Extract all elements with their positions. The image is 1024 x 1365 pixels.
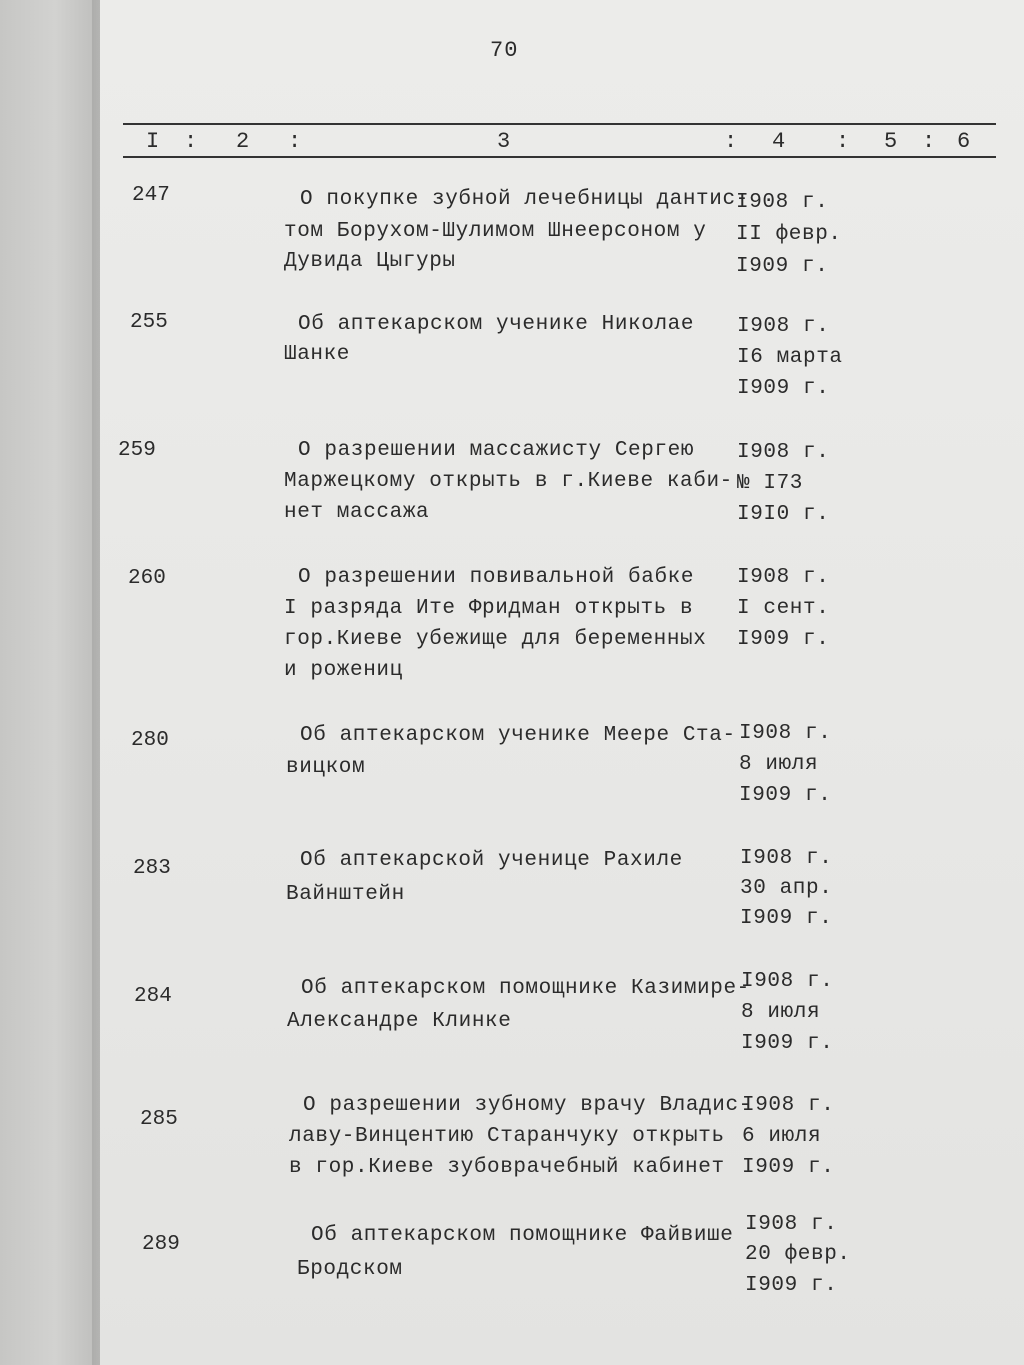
record-title-line: Об аптекарском помощнике Файвише	[311, 1224, 734, 1247]
record-date: I909 г.	[737, 377, 830, 400]
record-title-line: вицком	[286, 756, 366, 779]
record-title-line: Об аптекарском помощнике Казимире-	[301, 977, 750, 1000]
record-title-line: Об аптекарской ученице Рахиле	[300, 849, 683, 872]
record-number: 289	[142, 1233, 180, 1256]
record-date: I909 г.	[745, 1274, 838, 1297]
record-date: 20 февр.	[745, 1243, 851, 1266]
column-header-1: I	[146, 129, 160, 154]
record-date: 6 июля	[742, 1125, 822, 1148]
record-date: 30 апр.	[740, 877, 833, 900]
column-separator: :	[724, 129, 738, 154]
record-title-line: Вайнштейн	[286, 883, 405, 906]
record-title-line: О разрешении массажисту Сергею	[298, 439, 695, 462]
record-title-line: нет массажа	[284, 501, 430, 524]
record-date: I сент.	[737, 597, 830, 620]
header-top-rule	[123, 123, 996, 125]
record-number: 259	[118, 439, 156, 462]
record-number: 284	[134, 985, 172, 1008]
record-date: I9I0 г.	[737, 503, 830, 526]
record-date: № I73	[737, 472, 804, 495]
record-date: I909 г.	[737, 628, 830, 651]
record-title-line: Бродском	[297, 1258, 403, 1281]
column-header-5: 5	[884, 129, 898, 154]
record-title-line: и рожениц	[284, 659, 403, 682]
column-header-4: 4	[772, 129, 786, 154]
record-date: I909 г.	[736, 255, 829, 278]
page-number: 70	[490, 38, 519, 63]
facing-page-edge	[0, 0, 100, 1365]
column-separator: :	[288, 129, 302, 154]
record-date: I908 г.	[740, 847, 833, 870]
record-title-line: Дувида Цыгуры	[284, 250, 456, 273]
column-header-2: 2	[236, 129, 250, 154]
record-date: I909 г.	[742, 1156, 835, 1179]
record-title-line: Александре Клинке	[287, 1010, 512, 1033]
column-header-6: 6	[957, 129, 971, 154]
record-date: I908 г.	[737, 315, 830, 338]
record-number: 255	[130, 311, 168, 334]
record-date: I909 г.	[740, 907, 833, 930]
record-title-line: Об аптекарском ученике Меере Ста-	[300, 724, 736, 747]
record-date: I909 г.	[739, 784, 832, 807]
record-date: 8 июля	[739, 753, 819, 776]
record-number: 280	[131, 729, 169, 752]
record-title-line: О разрешении повивальной бабке	[298, 566, 695, 589]
record-number: 260	[128, 567, 166, 590]
record-number: 285	[140, 1108, 178, 1131]
record-title-line: О разрешении зубному врачу Владис-	[303, 1094, 752, 1117]
record-date: 8 июля	[741, 1001, 821, 1024]
record-title-line: Шанке	[284, 343, 351, 366]
column-separator: :	[922, 129, 936, 154]
column-separator: :	[184, 129, 198, 154]
record-title-line: Об аптекарском ученике Николае	[298, 313, 695, 336]
record-date: I6 марта	[737, 346, 843, 369]
record-title-line: I разряда Ите Фридман открыть в	[284, 597, 694, 620]
record-date: II февр.	[736, 223, 842, 246]
column-separator: :	[836, 129, 850, 154]
record-date: I908 г.	[737, 441, 830, 464]
column-header-3: 3	[497, 129, 511, 154]
record-date: I908 г.	[739, 722, 832, 745]
record-number: 283	[133, 857, 171, 880]
record-date: I908 г.	[745, 1213, 838, 1236]
record-title-line: Маржецкому открыть в г.Киеве каби-	[284, 470, 733, 493]
record-title-line: лаву-Винцентию Старанчуку открыть	[289, 1125, 725, 1148]
header-bottom-rule	[123, 156, 996, 158]
record-date: I908 г.	[741, 970, 834, 993]
record-title-line: том Борухом-Шулимом Шнеерсоном у	[284, 220, 707, 243]
record-date: I908 г.	[737, 566, 830, 589]
record-number: 247	[132, 184, 170, 207]
record-title-line: гор.Киеве убежище для беременных	[284, 628, 707, 651]
record-title-line: в гор.Киеве зубоврачебный кабинет	[289, 1156, 725, 1179]
record-title-line: О покупке зубной лечебницы дантис-	[300, 188, 749, 211]
record-date: I908 г.	[736, 191, 829, 214]
record-date: I909 г.	[741, 1032, 834, 1055]
record-date: I908 г.	[742, 1094, 835, 1117]
